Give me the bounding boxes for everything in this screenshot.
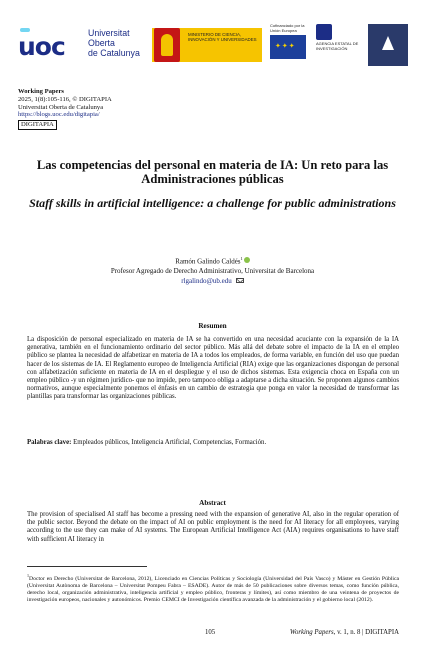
keywords-label: Palabras clave: bbox=[27, 439, 72, 446]
footnote-mark: 1 bbox=[27, 573, 29, 578]
uoc-mark: uoc bbox=[18, 32, 65, 61]
uoc-name bbox=[88, 28, 140, 58]
footer-journal bbox=[290, 629, 399, 636]
resumen-text: La disposición de personal especializado en materia de IA se ha convertido en una necesidad acuciante con la expansión de la IA generativa, también en el funcionamiento ordinario del sector público. Más allá del debate sobre el impacto de la IA en el empleo público se plantea la necesidad de alfabetizar en materia de IA a todos los empleados, de forma variable, en función del uso que puedan hacer de los sistemas de IA. El Reglamento europeo de Inteligencia Artificial (RIA) exige que las organizaciones dispongan de personal con alfabetización suficiente en materia de IA en el despliegue y el uso de dichos sistemas. Esta exigencia choca en España con un empleo público -y un régimen jurídico- que no impide, pero tampoco obliga a adaptarse a dicha situación. Se proponen algunos cambios normativos, aunque especialmente ponemos el énfasis en un cambio de estrategia que ponga en valor la necesidad de transformar las plantillas para transformar las organizaciones públicas. bbox=[27, 336, 399, 401]
eu-flag-icon bbox=[270, 35, 306, 59]
journal-info bbox=[18, 88, 112, 130]
journal-url-link[interactable]: https://blogs.uoc.edu/digitapia/ bbox=[18, 111, 100, 119]
footnote-rule bbox=[27, 566, 147, 567]
journal-citation: 2025, 1(8):105-116, © DIGITAPIA bbox=[18, 95, 112, 103]
aei-mark-icon bbox=[316, 24, 332, 40]
ministry-text: MINISTERIO DE CIENCIA, INNOVACIÓN Y UNIVERSIDADES bbox=[188, 32, 257, 43]
eu-logo bbox=[270, 24, 310, 66]
footnote-text: Doctor en Derecho (Universitat de Barcelona, 2012), Licenciado en Ciencias Políticas y Sociología (Universidad del País Vasco) y Máster en Gestión Pública (Universitat Autònoma de Barcelona – Universitat Pompeu Fabra – ESADE). Autor de más de 50 publicaciones sobre diversos temas, como función pública, derecho local, organización administrativa, inteligencia artificial y empleo público, fronteras y límites), así como miembro de una veintena de proyectos de investigación europeos, nacionales y autonómicos. Premio CEMCI de Investigación científica avanzada de la administración y el gobierno local (2012). bbox=[27, 575, 399, 604]
uoc-name-line: Oberta bbox=[88, 38, 115, 48]
abstract-text: The provision of specialised AI staff has become a pressing need with the expansion of generative AI, also in the regular operation of the public sector. Beyond the debate on the impact of AI on public employment is the need for AI literacy for all employees, varying according to the use they can make of AI systems. The European Artificial Intelligence Act (AIA) requires organisations to have staff with sufficient AI literacy in bbox=[27, 511, 399, 543]
eu-text: Cofinanciado por la Unión Europea bbox=[270, 23, 305, 33]
journal-publisher: Universitat Oberta de Catalunya bbox=[18, 103, 104, 111]
page-footer bbox=[27, 629, 399, 639]
ministry-logo bbox=[150, 24, 265, 66]
author-block bbox=[20, 254, 405, 286]
envelope-icon[interactable] bbox=[236, 278, 244, 283]
uoc-name-line: Universitat bbox=[88, 28, 130, 38]
keywords-value: Empleados públicos, Inteligencia Artificial, Competencias, Formación. bbox=[73, 439, 267, 446]
aei-text: AGENCIA ESTATAL DE INVESTIGACIÓN bbox=[316, 41, 359, 51]
uoc-name-line: de Catalunya bbox=[88, 48, 140, 58]
journal-series: Working Papers bbox=[18, 88, 64, 95]
footer-volume: , v. 1, n. 8 | DIGITAPIA bbox=[333, 629, 399, 636]
resumen-heading: Resumen bbox=[198, 322, 227, 330]
abstract-heading: Abstract bbox=[199, 499, 226, 507]
title-english: Staff skills in artificial intelligence: a challenge for public administrations bbox=[29, 196, 396, 210]
journal-badge: DIGITAPIA bbox=[18, 120, 57, 130]
author-footnote-mark: 1 bbox=[240, 256, 243, 261]
author-affiliation: Profesor Agregado de Derecho Administrativo, Universitat de Barcelona bbox=[110, 267, 315, 276]
uoc-logo bbox=[18, 26, 140, 66]
page-number: 105 bbox=[205, 629, 216, 636]
aei-logo bbox=[316, 24, 366, 66]
author-email-link[interactable]: rlgalindo@ub.edu bbox=[181, 277, 232, 286]
orcid-icon[interactable] bbox=[244, 257, 250, 263]
author-email-line bbox=[20, 276, 405, 286]
logo-band bbox=[18, 22, 410, 68]
footnote bbox=[27, 572, 399, 604]
footer-journal-name: Working Papers bbox=[289, 629, 334, 636]
author-name: Ramón Galindo Caldés bbox=[175, 257, 241, 266]
spain-crest-icon bbox=[154, 28, 180, 62]
author-line bbox=[20, 254, 405, 266]
keywords-line bbox=[27, 439, 399, 447]
title-spanish: Las competencias del personal en materia de IA: Un reto para las Administraciones públicas bbox=[36, 158, 389, 186]
esade-logo bbox=[368, 24, 408, 66]
